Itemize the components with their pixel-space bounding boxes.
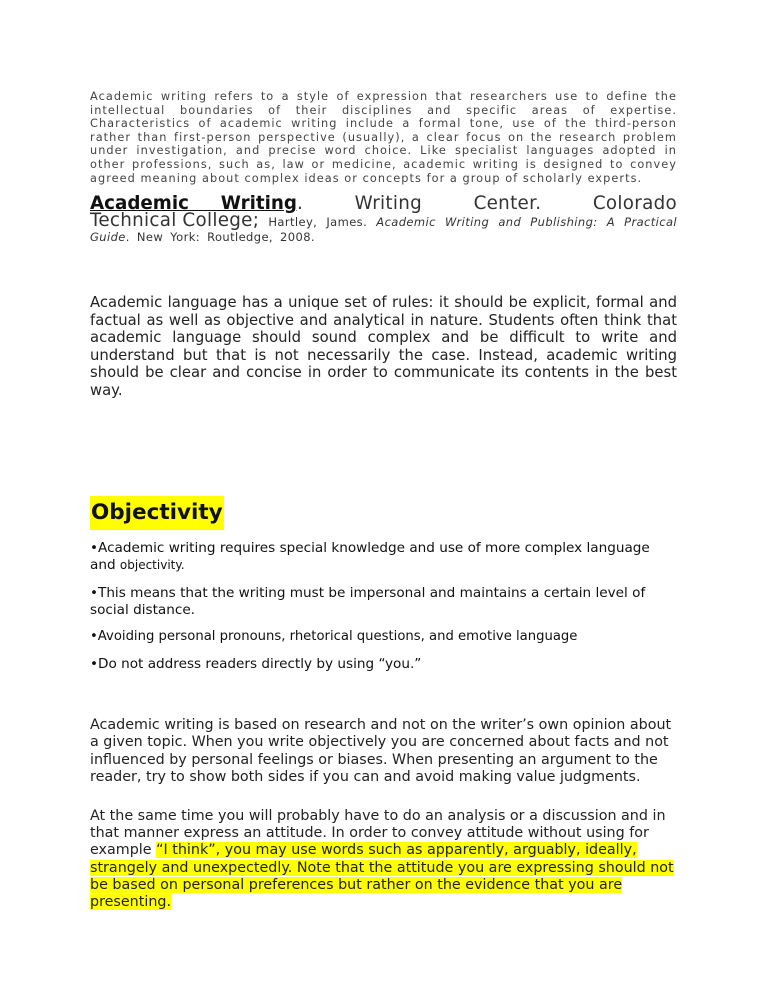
citation-publisher: . New York: Routledge, 2008.: [125, 230, 315, 244]
citation-book-title: Academic Writing and Publishing: A Practical Guide: [90, 215, 678, 244]
citation-source: . Writing Center. Colorado Technical: [90, 193, 677, 231]
highlighted-text: “I think”, you may use words such as apparently, arguably, ideally, strangely and unexpectedly. Note that the attitude you are expressing should not be based on personal preferences but rather on the evidence that you are presenting.: [90, 842, 674, 911]
paragraph-attitude-plain: At the same time you will probably have to do an analysis or a discussion and in that manner express an attitude. In order to convey attitude without using for example: [90, 808, 666, 859]
bullet-text-tail: objectivity.: [119, 557, 185, 572]
citation-author: Hartley, James.: [259, 215, 377, 229]
bullet-item: [90, 540, 677, 573]
bullet-item: •Avoiding personal pronouns, rhetorical questions, and emotive language: [90, 629, 578, 644]
intro-paragraph: Academic writing refers to a style of expression that researchers use to define the intellectual boundaries of their disciplines and specific areas of expertise. Characteristics of academic writing include a formal tone, use of the third-person rather than first-person perspective (usually), a clear focus on the research problem under investigation, and precise word choice. Like specialist languages adopted in other professions, such as, law or medicine, academic writing is designed to convey agreed meaning about complex ideas or concepts for a group of scholarly experts.: [90, 90, 677, 185]
heading-objectivity: Objectivity: [90, 496, 224, 530]
bullet-item: •This means that the writing must be impersonal and maintains a certain level of social distance.: [90, 585, 646, 618]
citation-college: College;: [182, 210, 260, 231]
paragraph-research-based: Academic writing is based on research and not on the writer’s own opinion about a given topic. When you write objectively you are concerned about facts and not influenced by personal feelings or biases. When presenting an argument to the reader, try to show both sides if you can and avoid making value judgments.: [90, 717, 672, 785]
paragraph-attitude: [90, 808, 677, 911]
citation-title-link[interactable]: Academic Writing: [90, 193, 297, 214]
bullet-item: •Do not address readers directly by using “you.”: [90, 656, 422, 672]
paragraph-academic-language: Academic language has a unique set of rules: it should be explicit, formal and factual as well as objective and analytical in nature. Students often think that academic language should sound complex and be difficult to write and understand but that is not necessarily the case. Instead, academic writing should be clear and concise in order to communicate its contents in the best way.: [90, 294, 677, 399]
citation: [90, 193, 678, 245]
bullet-text: •Academic writing requires special knowledge and use of more complex language and: [90, 540, 650, 573]
